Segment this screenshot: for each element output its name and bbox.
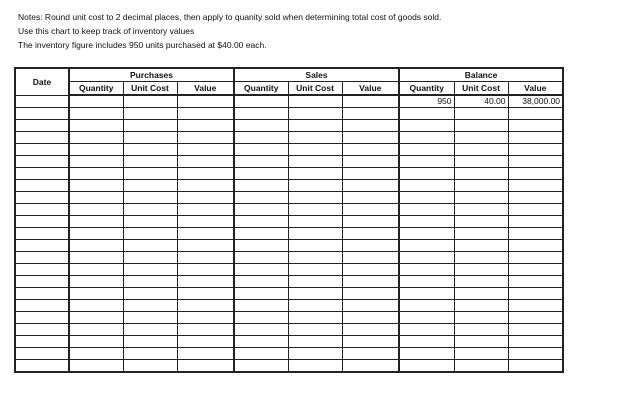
balance-unit-cost-cell[interactable] (454, 120, 508, 132)
sales-unit-cost-cell[interactable] (288, 180, 342, 192)
balance-unit-cost-cell[interactable] (454, 336, 508, 348)
sales-value-cell[interactable] (342, 108, 399, 120)
purchases-quantity-cell[interactable] (69, 144, 123, 156)
table-row (15, 360, 563, 373)
date-cell[interactable] (15, 228, 69, 240)
purchases-value-cell[interactable] (177, 336, 234, 348)
note-inventory: The inventory figure includes 950 units purchased at $40.00 each. (18, 40, 267, 50)
sales-unit-cost-cell[interactable] (288, 132, 342, 144)
sales-quantity-cell[interactable] (234, 240, 288, 252)
purchases-quantity-cell[interactable] (69, 240, 123, 252)
date-cell[interactable] (15, 288, 69, 300)
balance-value-cell[interactable] (508, 276, 563, 288)
balance-quantity-cell[interactable] (399, 264, 454, 276)
purchases-unit-cost-cell[interactable] (123, 276, 177, 288)
sales-value-header: Value (342, 82, 399, 96)
sales-value-cell[interactable] (342, 300, 399, 312)
balance-quantity-cell[interactable] (399, 252, 454, 264)
table-row (15, 252, 563, 264)
balance-value-cell[interactable] (508, 336, 563, 348)
note-instructions: Use this chart to keep track of inventory values (18, 26, 195, 36)
balance-unit-cost-cell[interactable] (454, 108, 508, 120)
sales-value-cell[interactable] (342, 216, 399, 228)
ledger-body (15, 95, 563, 372)
balance-quantity-cell[interactable] (399, 192, 454, 204)
table-row (15, 216, 563, 228)
purchases-quantity-cell[interactable] (69, 276, 123, 288)
purchases-unit-cost-cell[interactable] (123, 95, 177, 108)
sales-unit-cost-cell[interactable] (288, 216, 342, 228)
purchases-quantity-cell[interactable] (69, 348, 123, 360)
table-row (15, 156, 563, 168)
purchases-unit-cost-cell[interactable] (123, 204, 177, 216)
sales-unit-cost-cell[interactable] (288, 300, 342, 312)
balance-value-cell[interactable] (508, 264, 563, 276)
purchases-unit-cost-cell[interactable] (123, 312, 177, 324)
sales-quantity-cell[interactable] (234, 264, 288, 276)
balance-header: Balance (399, 68, 563, 82)
purchases-unit-cost-cell[interactable] (123, 228, 177, 240)
date-cell[interactable] (15, 156, 69, 168)
sales-value-cell[interactable] (342, 156, 399, 168)
table-row (15, 108, 563, 120)
sales-quantity-cell[interactable] (234, 168, 288, 180)
sales-unit-cost-cell[interactable] (288, 252, 342, 264)
sales-quantity-cell[interactable] (234, 252, 288, 264)
purchases-unit-cost-cell[interactable] (123, 300, 177, 312)
sales-unit-cost-cell[interactable] (288, 360, 342, 373)
sales-quantity-cell[interactable] (234, 360, 288, 373)
balance-unit-cost-cell[interactable] (454, 312, 508, 324)
balance-quantity-cell[interactable] (399, 168, 454, 180)
sales-value-cell[interactable] (342, 120, 399, 132)
table-row (15, 192, 563, 204)
balance-quantity-cell[interactable] (399, 324, 454, 336)
purchases-value-cell[interactable] (177, 95, 234, 108)
balance-quantity-cell[interactable] (399, 348, 454, 360)
balance-quantity-cell[interactable] (399, 312, 454, 324)
balance-quantity-cell[interactable] (399, 180, 454, 192)
sales-quantity-cell[interactable] (234, 324, 288, 336)
purchases-quantity-cell[interactable] (69, 180, 123, 192)
balance-unit-cost-cell[interactable] (454, 288, 508, 300)
purchases-quantity-cell[interactable] (69, 288, 123, 300)
purchases-quantity-cell[interactable] (69, 108, 123, 120)
balance-quantity-cell[interactable] (399, 156, 454, 168)
balance-value-cell[interactable] (508, 288, 563, 300)
balance-value-cell[interactable] (508, 360, 563, 373)
purchases-value-cell[interactable] (177, 216, 234, 228)
balance-value-cell[interactable] (508, 300, 563, 312)
sales-quantity-cell[interactable] (234, 276, 288, 288)
sales-unit-cost-cell[interactable] (288, 144, 342, 156)
balance-unit-cost-cell[interactable] (454, 144, 508, 156)
purchases-unit-cost-cell[interactable] (123, 108, 177, 120)
date-cell[interactable] (15, 216, 69, 228)
purchases-unit-cost-cell[interactable] (123, 120, 177, 132)
purchases-quantity-cell[interactable] (69, 120, 123, 132)
sales-quantity-cell[interactable] (234, 312, 288, 324)
purchases-unit-cost-header: Unit Cost (123, 82, 177, 96)
table-row (15, 228, 563, 240)
sales-value-cell[interactable] (342, 192, 399, 204)
purchases-quantity-cell[interactable] (69, 95, 123, 108)
purchases-quantity-cell[interactable] (69, 216, 123, 228)
balance-quantity-cell[interactable] (399, 108, 454, 120)
table-row (15, 324, 563, 336)
balance-unit-cost-header: Unit Cost (454, 82, 508, 96)
sales-unit-cost-header: Unit Cost (288, 82, 342, 96)
table-row (15, 144, 563, 156)
balance-quantity-cell[interactable] (399, 228, 454, 240)
balance-value-cell[interactable] (508, 204, 563, 216)
purchases-quantity-cell[interactable] (69, 252, 123, 264)
balance-value-cell[interactable] (508, 168, 563, 180)
balance-value-cell[interactable] (508, 120, 563, 132)
purchases-unit-cost-cell[interactable] (123, 192, 177, 204)
balance-unit-cost-cell[interactable] (454, 324, 508, 336)
table-row (15, 168, 563, 180)
balance-quantity-cell[interactable] (399, 132, 454, 144)
sales-unit-cost-cell[interactable] (288, 192, 342, 204)
balance-quantity-cell[interactable]: 950 (399, 95, 454, 108)
date-cell[interactable] (15, 204, 69, 216)
sub-header-row (15, 82, 563, 96)
purchases-unit-cost-cell[interactable] (123, 156, 177, 168)
purchases-quantity-cell[interactable] (69, 300, 123, 312)
sales-unit-cost-cell[interactable] (288, 95, 342, 108)
purchases-value-cell[interactable] (177, 132, 234, 144)
purchases-value-cell[interactable] (177, 264, 234, 276)
balance-unit-cost-cell[interactable] (454, 348, 508, 360)
sales-value-cell[interactable] (342, 348, 399, 360)
sales-unit-cost-cell[interactable] (288, 240, 342, 252)
purchases-value-cell[interactable] (177, 192, 234, 204)
date-cell[interactable] (15, 312, 69, 324)
sales-unit-cost-cell[interactable] (288, 312, 342, 324)
purchases-quantity-cell[interactable] (69, 132, 123, 144)
sales-value-cell[interactable] (342, 276, 399, 288)
balance-unit-cost-cell[interactable]: 40.00 (454, 95, 508, 108)
purchases-quantity-cell[interactable] (69, 168, 123, 180)
sales-quantity-cell[interactable] (234, 132, 288, 144)
sales-value-cell[interactable] (342, 360, 399, 373)
sales-unit-cost-cell[interactable] (288, 156, 342, 168)
sales-value-cell[interactable] (342, 180, 399, 192)
date-cell[interactable] (15, 252, 69, 264)
balance-quantity-cell[interactable] (399, 300, 454, 312)
purchases-value-cell[interactable] (177, 120, 234, 132)
balance-unit-cost-cell[interactable] (454, 360, 508, 373)
date-cell[interactable] (15, 132, 69, 144)
sales-value-cell[interactable] (342, 324, 399, 336)
sales-quantity-header: Quantity (234, 82, 288, 96)
date-cell[interactable] (15, 144, 69, 156)
balance-value-cell[interactable] (508, 132, 563, 144)
sales-quantity-cell[interactable] (234, 144, 288, 156)
purchases-unit-cost-cell[interactable] (123, 216, 177, 228)
purchases-value-cell[interactable] (177, 324, 234, 336)
purchases-unit-cost-cell[interactable] (123, 252, 177, 264)
date-cell[interactable] (15, 168, 69, 180)
date-cell[interactable] (15, 240, 69, 252)
sales-value-cell[interactable] (342, 95, 399, 108)
purchases-value-cell[interactable] (177, 228, 234, 240)
balance-quantity-cell[interactable] (399, 360, 454, 373)
date-cell[interactable] (15, 276, 69, 288)
sales-unit-cost-cell[interactable] (288, 264, 342, 276)
balance-value-cell[interactable] (508, 240, 563, 252)
balance-unit-cost-cell[interactable] (454, 264, 508, 276)
sales-value-cell[interactable] (342, 336, 399, 348)
purchases-quantity-cell[interactable] (69, 336, 123, 348)
sales-unit-cost-cell[interactable] (288, 288, 342, 300)
purchases-unit-cost-cell[interactable] (123, 348, 177, 360)
sales-unit-cost-cell[interactable] (288, 336, 342, 348)
balance-quantity-cell[interactable] (399, 120, 454, 132)
sales-quantity-cell[interactable] (234, 192, 288, 204)
table-row (15, 240, 563, 252)
balance-value-cell[interactable] (508, 144, 563, 156)
balance-unit-cost-cell[interactable] (454, 168, 508, 180)
purchases-value-cell[interactable] (177, 360, 234, 373)
balance-value-cell[interactable] (508, 312, 563, 324)
group-header-row (15, 68, 563, 82)
table-row (15, 132, 563, 144)
table-row (15, 120, 563, 132)
purchases-unit-cost-cell[interactable] (123, 324, 177, 336)
date-cell[interactable] (15, 192, 69, 204)
purchases-value-cell[interactable] (177, 240, 234, 252)
sales-unit-cost-cell[interactable] (288, 120, 342, 132)
purchases-quantity-cell[interactable] (69, 192, 123, 204)
sales-unit-cost-cell[interactable] (288, 276, 342, 288)
table-row (15, 264, 563, 276)
table-row (15, 95, 563, 108)
purchases-unit-cost-cell[interactable] (123, 288, 177, 300)
purchases-value-cell[interactable] (177, 204, 234, 216)
purchases-value-cell[interactable] (177, 300, 234, 312)
sales-quantity-cell[interactable] (234, 288, 288, 300)
date-cell[interactable] (15, 324, 69, 336)
sales-value-cell[interactable] (342, 264, 399, 276)
purchases-value-cell[interactable] (177, 252, 234, 264)
purchases-unit-cost-cell[interactable] (123, 264, 177, 276)
sales-value-cell[interactable] (342, 168, 399, 180)
purchases-value-cell[interactable] (177, 108, 234, 120)
inventory-ledger-table (14, 67, 564, 373)
balance-value-cell[interactable] (508, 216, 563, 228)
balance-quantity-cell[interactable] (399, 276, 454, 288)
balance-unit-cost-cell[interactable] (454, 240, 508, 252)
date-cell[interactable] (15, 180, 69, 192)
purchases-value-header: Value (177, 82, 234, 96)
note-rounding: Notes: Round unit cost to 2 decimal places, then apply to quanity sold when determining total cost of goods sold. (18, 12, 442, 22)
purchases-value-cell[interactable] (177, 288, 234, 300)
balance-value-cell[interactable] (508, 324, 563, 336)
balance-value-cell[interactable] (508, 252, 563, 264)
purchases-quantity-cell[interactable] (69, 360, 123, 373)
table-row (15, 288, 563, 300)
balance-unit-cost-cell[interactable] (454, 300, 508, 312)
balance-quantity-cell[interactable] (399, 144, 454, 156)
date-cell[interactable] (15, 120, 69, 132)
purchases-value-cell[interactable] (177, 168, 234, 180)
date-cell[interactable] (15, 348, 69, 360)
table-row (15, 336, 563, 348)
table-row (15, 348, 563, 360)
balance-value-header: Value (508, 82, 563, 96)
purchases-quantity-cell[interactable] (69, 312, 123, 324)
table-row (15, 300, 563, 312)
notes-block (18, 10, 618, 52)
date-cell[interactable] (15, 300, 69, 312)
purchases-unit-cost-cell[interactable] (123, 168, 177, 180)
sales-quantity-cell[interactable] (234, 204, 288, 216)
sales-unit-cost-cell[interactable] (288, 204, 342, 216)
purchases-quantity-cell[interactable] (69, 156, 123, 168)
balance-value-cell[interactable]: 38,000.00 (508, 95, 563, 108)
sales-value-cell[interactable] (342, 204, 399, 216)
purchases-value-cell[interactable] (177, 180, 234, 192)
sales-unit-cost-cell[interactable] (288, 108, 342, 120)
sales-quantity-cell[interactable] (234, 156, 288, 168)
date-cell[interactable] (15, 264, 69, 276)
sales-quantity-cell[interactable] (234, 108, 288, 120)
balance-unit-cost-cell[interactable] (454, 180, 508, 192)
balance-unit-cost-cell[interactable] (454, 252, 508, 264)
balance-quantity-cell[interactable] (399, 240, 454, 252)
balance-unit-cost-cell[interactable] (454, 228, 508, 240)
balance-value-cell[interactable] (508, 108, 563, 120)
sales-quantity-cell[interactable] (234, 348, 288, 360)
purchases-quantity-header: Quantity (69, 82, 123, 96)
table-row (15, 180, 563, 192)
purchases-quantity-cell[interactable] (69, 264, 123, 276)
balance-quantity-cell[interactable] (399, 288, 454, 300)
sales-unit-cost-cell[interactable] (288, 228, 342, 240)
purchases-unit-cost-cell[interactable] (123, 132, 177, 144)
balance-value-cell[interactable] (508, 192, 563, 204)
purchases-unit-cost-cell[interactable] (123, 360, 177, 373)
balance-unit-cost-cell[interactable] (454, 192, 508, 204)
sales-quantity-cell[interactable] (234, 336, 288, 348)
balance-quantity-header: Quantity (399, 82, 454, 96)
sales-unit-cost-cell[interactable] (288, 324, 342, 336)
date-cell[interactable] (15, 108, 69, 120)
table-row (15, 204, 563, 216)
balance-quantity-cell[interactable] (399, 336, 454, 348)
purchases-value-cell[interactable] (177, 156, 234, 168)
balance-quantity-cell[interactable] (399, 216, 454, 228)
table-row (15, 312, 563, 324)
purchases-unit-cost-cell[interactable] (123, 336, 177, 348)
purchases-quantity-cell[interactable] (69, 228, 123, 240)
sales-value-cell[interactable] (342, 312, 399, 324)
sales-value-cell[interactable] (342, 240, 399, 252)
date-cell[interactable] (15, 336, 69, 348)
sales-quantity-cell[interactable] (234, 95, 288, 108)
date-cell[interactable] (15, 95, 69, 108)
balance-value-cell[interactable] (508, 156, 563, 168)
sales-quantity-cell[interactable] (234, 120, 288, 132)
balance-value-cell[interactable] (508, 180, 563, 192)
sales-value-cell[interactable] (342, 132, 399, 144)
table-row (15, 276, 563, 288)
sales-header: Sales (234, 68, 399, 82)
balance-unit-cost-cell[interactable] (454, 276, 508, 288)
sales-value-cell[interactable] (342, 228, 399, 240)
purchases-unit-cost-cell[interactable] (123, 144, 177, 156)
balance-unit-cost-cell[interactable] (454, 132, 508, 144)
balance-unit-cost-cell[interactable] (454, 156, 508, 168)
sales-quantity-cell[interactable] (234, 300, 288, 312)
sales-unit-cost-cell[interactable] (288, 348, 342, 360)
balance-value-cell[interactable] (508, 348, 563, 360)
balance-value-cell[interactable] (508, 228, 563, 240)
sales-value-cell[interactable] (342, 252, 399, 264)
purchases-value-cell[interactable] (177, 144, 234, 156)
sales-quantity-cell[interactable] (234, 180, 288, 192)
date-cell[interactable] (15, 360, 69, 373)
sales-unit-cost-cell[interactable] (288, 168, 342, 180)
balance-unit-cost-cell[interactable] (454, 216, 508, 228)
sales-quantity-cell[interactable] (234, 216, 288, 228)
balance-quantity-cell[interactable] (399, 204, 454, 216)
purchases-quantity-cell[interactable] (69, 204, 123, 216)
purchases-value-cell[interactable] (177, 276, 234, 288)
sales-value-cell[interactable] (342, 288, 399, 300)
date-header: Date (15, 68, 69, 95)
purchases-unit-cost-cell[interactable] (123, 240, 177, 252)
purchases-unit-cost-cell[interactable] (123, 180, 177, 192)
purchases-quantity-cell[interactable] (69, 324, 123, 336)
balance-unit-cost-cell[interactable] (454, 204, 508, 216)
purchases-value-cell[interactable] (177, 348, 234, 360)
purchases-value-cell[interactable] (177, 312, 234, 324)
purchases-header: Purchases (69, 68, 234, 82)
sales-value-cell[interactable] (342, 144, 399, 156)
sales-quantity-cell[interactable] (234, 228, 288, 240)
